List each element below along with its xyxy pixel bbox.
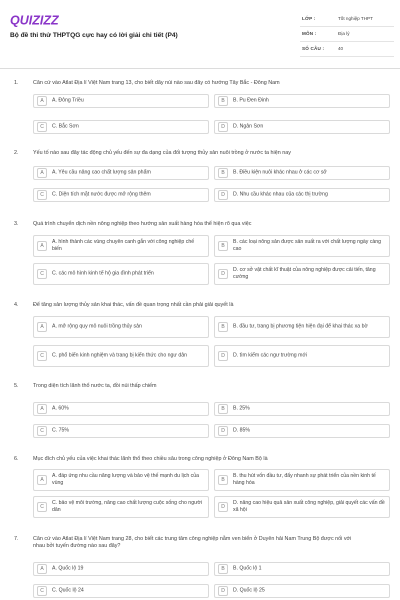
option-text: C. bảo vệ môi trường, nâng cao chất lượng cuộc sống cho người dân — [52, 500, 203, 513]
answer-option-c[interactable] — [33, 263, 209, 285]
option-text: C. Bắc Sơn — [52, 123, 79, 130]
answer-option-d[interactable] — [214, 345, 390, 367]
option-text: B. Điều kiện nuôi khác nhau ở các cơ sở — [233, 169, 327, 176]
answer-option-d[interactable] — [214, 496, 390, 518]
option-letter-badge: A — [37, 475, 47, 485]
question-text: Mục đích chủ yếu của việc khai thác lãnh thổ theo chiều sâu trong công nghiệp ở Đông Nam Bộ là — [33, 456, 268, 462]
option-letter-badge: A — [37, 168, 47, 178]
question-number: 7. — [14, 536, 19, 542]
option-text: C. Diện tích mặt nước được mở rộng thêm — [52, 191, 151, 198]
answer-option-d[interactable] — [214, 263, 390, 285]
option-letter-badge: A — [37, 241, 47, 251]
option-text: B. Quốc lộ 1 — [233, 565, 262, 572]
option-letter-badge: A — [37, 96, 47, 106]
answer-option-d[interactable] — [214, 584, 390, 598]
option-text: D. Nhu cầu khác nhau của các thị trường — [233, 191, 328, 198]
answer-option-a[interactable] — [33, 562, 209, 576]
meta-info-table — [300, 12, 394, 57]
answer-option-c[interactable] — [33, 120, 209, 134]
option-letter-badge: A — [37, 564, 47, 574]
answer-option-b[interactable] — [214, 469, 390, 491]
answer-option-d[interactable] — [214, 120, 390, 134]
question-number: 1. — [14, 80, 19, 86]
answer-option-a[interactable] — [33, 316, 209, 338]
option-letter-badge: C — [37, 122, 47, 132]
option-letter-badge: D — [218, 502, 228, 512]
option-letter-badge: B — [218, 322, 228, 332]
meta-label: SỐ CÂU : — [302, 46, 325, 51]
option-letter-badge: C — [37, 269, 47, 279]
option-letter-badge: C — [37, 190, 47, 200]
option-text: C. 75% — [52, 427, 70, 434]
option-letter-badge: B — [218, 475, 228, 485]
option-letter-badge: D — [218, 269, 228, 279]
meta-row-subject — [300, 27, 394, 42]
option-letter-badge: D — [218, 351, 228, 361]
option-text: B. thu hút vốn đầu tư, đẩy nhanh sự phát triển của nền kinh tế hàng hóa — [233, 473, 376, 486]
answer-option-d[interactable] — [214, 188, 390, 202]
meta-value: Địa lý — [338, 31, 350, 36]
meta-row-question-count — [300, 42, 394, 57]
option-text: C. phổ biến kinh nghiệm và trang bị kiến thức cho ngư dân — [52, 352, 187, 359]
question-number: 4. — [14, 302, 19, 308]
option-text: B. các loại nông sản được sản xuất ra với chất lượng ngày càng cao — [233, 239, 382, 252]
option-text: A. đáp ứng nhu cầu năng lượng và bảo vệ thế mạnh du lịch của vùng — [52, 473, 200, 486]
answer-option-b[interactable] — [214, 402, 390, 416]
question-number: 6. — [14, 456, 19, 462]
option-text: A. Yêu cầu nâng cao chất lượng sản phẩm — [52, 169, 151, 176]
answer-option-c[interactable] — [33, 584, 209, 598]
question-number: 5. — [14, 383, 19, 389]
svg-text:QUIZIZZ: QUIZIZZ — [10, 13, 59, 27]
meta-row-class — [300, 12, 394, 27]
option-letter-badge: C — [37, 502, 47, 512]
question-text: Quá trình chuyển dịch nền nông nghiệp theo hướng sản xuất hàng hóa thể hiện rõ qua việc — [33, 221, 252, 227]
option-text: D. Ngân Sơn — [233, 123, 264, 130]
option-letter-badge: D — [218, 586, 228, 596]
option-letter-badge: C — [37, 586, 47, 596]
answer-option-b[interactable] — [214, 166, 390, 180]
answer-option-c[interactable] — [33, 496, 209, 518]
option-text: B. 25% — [233, 405, 250, 412]
option-text: D. 85% — [233, 427, 251, 434]
option-text: C. các mô hình kinh tế hộ gia đình phát triển — [52, 270, 154, 277]
option-letter-badge: D — [218, 190, 228, 200]
answer-option-a[interactable] — [33, 469, 209, 491]
question-number: 2. — [14, 150, 19, 156]
worksheet-header — [0, 0, 400, 68]
meta-value: 40 — [338, 46, 344, 51]
question-number: 3. — [14, 221, 19, 227]
quizizz-logo — [10, 13, 72, 27]
answer-option-a[interactable] — [33, 402, 209, 416]
option-letter-badge: B — [218, 96, 228, 106]
answer-option-b[interactable] — [214, 94, 390, 108]
question-text: Để tăng sản lượng thủy sản khai thác, vấn đề quan trọng nhất cần phải giải quyết là — [33, 302, 234, 308]
option-text: A. mở rộng quy mô nuôi trồng thủy sản — [52, 323, 142, 330]
option-letter-badge: B — [218, 241, 228, 251]
option-text: A. Quốc lộ 19 — [52, 565, 84, 572]
option-text: A. Đông Triều — [52, 97, 84, 104]
answer-option-d[interactable] — [214, 424, 390, 438]
question-text: Yếu tố nào sau đây tác động chủ yếu đến sự đa dạng của đối tượng thủy sản nuôi trồng ở nước ta hiện nay — [33, 150, 291, 156]
answer-option-c[interactable] — [33, 424, 209, 438]
answer-option-b[interactable] — [214, 562, 390, 576]
answer-option-a[interactable] — [33, 94, 209, 108]
option-letter-badge: D — [218, 426, 228, 436]
option-text: B. đầu tư, trang bị phương tiện hiện đại để khai thác xa bờ — [233, 323, 368, 330]
header-divider — [0, 68, 400, 69]
option-text: C. Quốc lộ 24 — [52, 587, 84, 594]
meta-label: LỚP : — [302, 16, 316, 21]
meta-value: Tốt nghiệp THPT — [338, 16, 373, 21]
answer-option-a[interactable] — [33, 166, 209, 180]
answer-option-c[interactable] — [33, 188, 209, 202]
option-text: D. Quốc lộ 25 — [233, 587, 265, 594]
option-letter-badge: B — [218, 168, 228, 178]
option-text: A. 60% — [52, 405, 69, 412]
option-letter-badge: A — [37, 404, 47, 414]
option-text: D. tìm kiếm các ngư trường mới — [233, 352, 307, 359]
answer-option-a[interactable] — [33, 235, 209, 257]
meta-label: MÔN : — [302, 31, 317, 36]
option-text: D. nâng cao hiệu quả sản xuất công nghiệp, giải quyết các vấn đề xã hội — [233, 500, 385, 513]
question-text: Căn cứ vào Atlat Địa lí Việt Nam trang 13, cho biết dãy núi nào sau đây có hướng Tây Bắc - Đông Nam — [33, 80, 280, 86]
answer-option-b[interactable] — [214, 316, 390, 338]
answer-option-b[interactable] — [214, 235, 390, 257]
option-letter-badge: C — [37, 351, 47, 361]
option-text: B. Pu Đen Đinh — [233, 97, 269, 104]
option-text: A. hình thành các vùng chuyên canh gắn với công nghiệp chế biến — [52, 239, 195, 252]
question-text: Trong diện tích lãnh thổ nước ta, đồi núi thấp chiếm — [33, 383, 157, 389]
option-letter-badge: B — [218, 564, 228, 574]
option-letter-badge: C — [37, 426, 47, 436]
question-text: Căn cứ vào Atlat Địa lí Việt Nam trang 28, cho biết các trung tâm công nghiệp nằm ven biển ở Duyên hải Nam Trung Bộ được nối với nhau bởi tuyến đường nào sau đây? — [33, 536, 352, 550]
answer-option-c[interactable] — [33, 345, 209, 367]
option-letter-badge: D — [218, 122, 228, 132]
option-letter-badge: B — [218, 404, 228, 414]
option-letter-badge: A — [37, 322, 47, 332]
document-title: Bộ đề thi thử THPTQG cực hay có lời giải chi tiết (P4) — [10, 32, 178, 39]
option-text: D. cơ sở vật chất kĩ thuật của nông nghiệp được cải tiến, tăng cường — [233, 267, 376, 280]
